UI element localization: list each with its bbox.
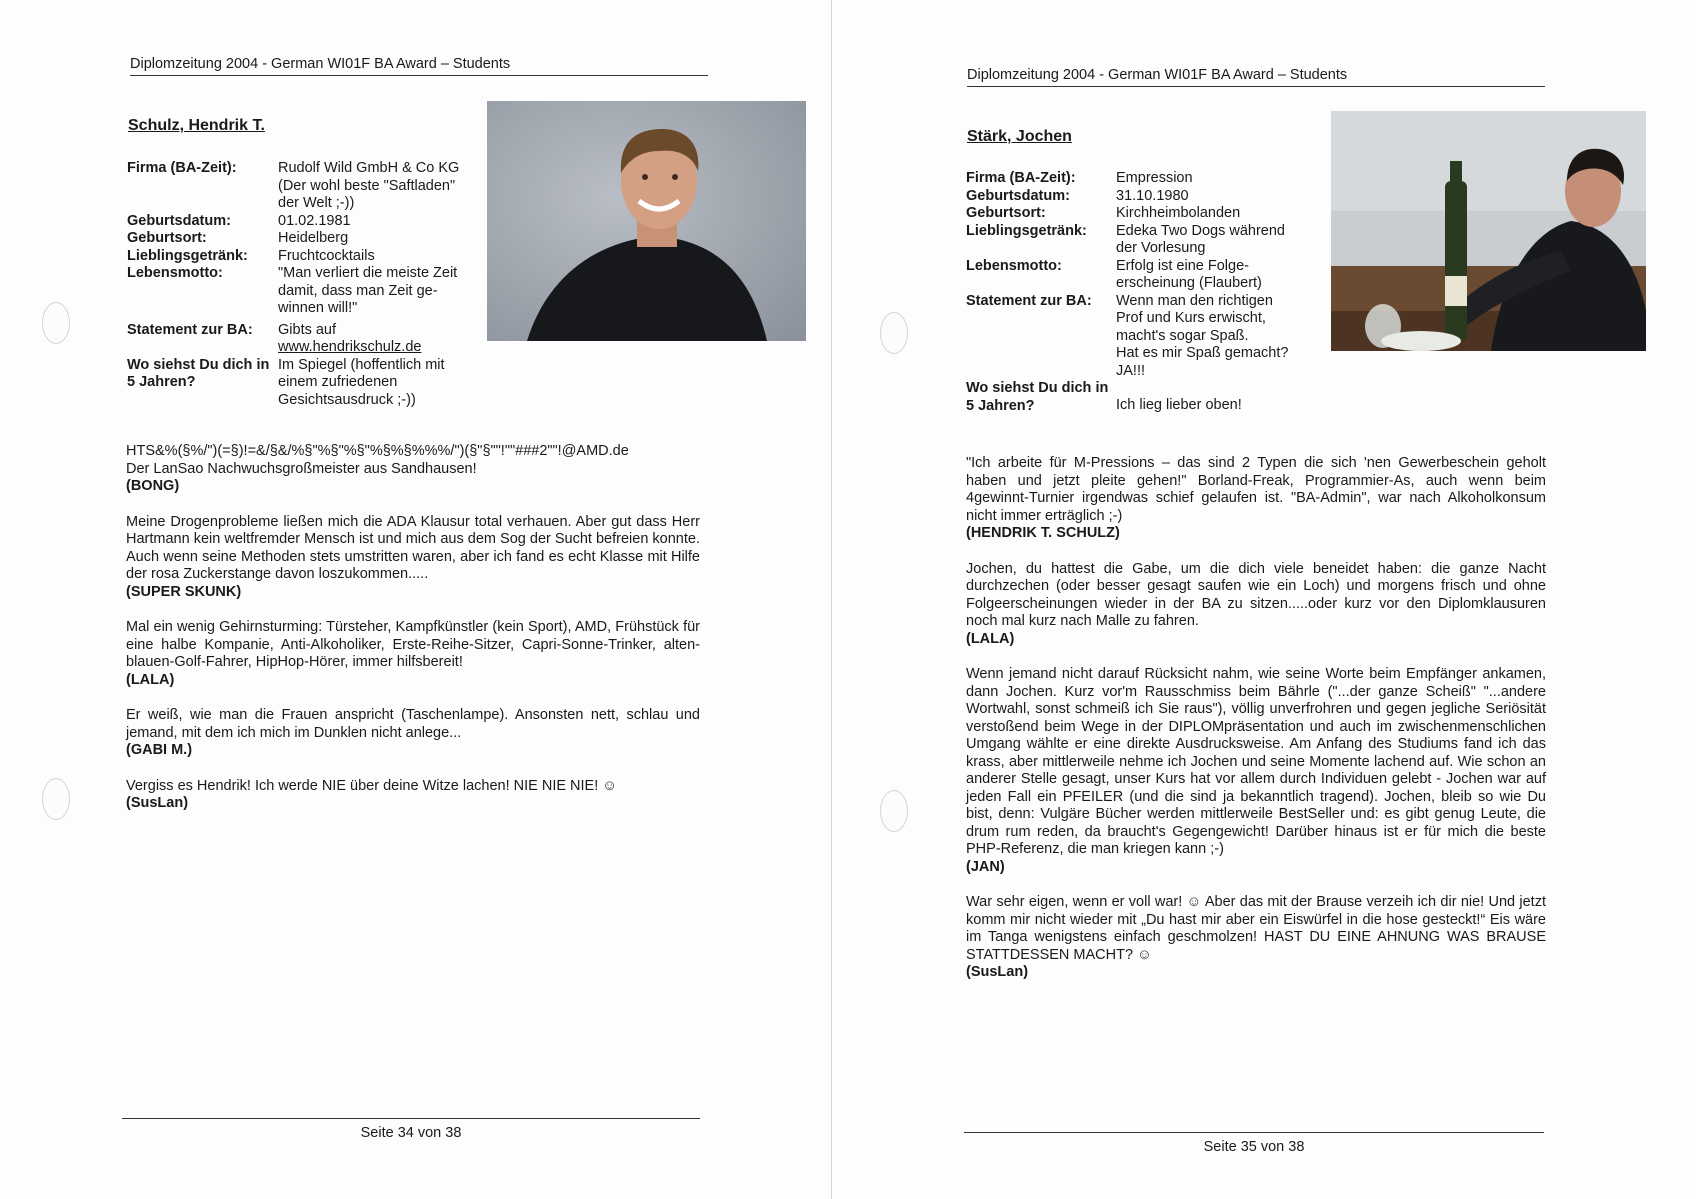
page-35	[832, 0, 1696, 1199]
comment: "Ich arbeite für M-Pressions – das sind 2 Typen die sich 'nen Gewerbeschein geholt haben und jetzt pleite gehen!" Borland-Freak, Programmier-As, auch wenn beim 4gewinnt-Turnier irgendwas schief gelaufen ist. "BA-Admin", war nach Alkoholkonsum nicht immer erträglich ;-) (HENDRIK T. SCHULZ)	[966, 455, 1546, 541]
comment-author: (SUPER SKUNK)	[126, 583, 242, 600]
motto-value: "Man verliert die meiste Zeit damit, dass man Zeit ge- winnen will!"	[278, 265, 458, 316]
firma-value: Rudolf Wild GmbH & Co KG (Der wohl beste "Saftladen" der Welt ;-))	[278, 160, 460, 211]
profile-table	[127, 160, 477, 409]
comment: War sehr eigen, wenn er voll war! ☺ Aber das mit der Brause verzeih ich dir nie! Und jetzt komm mir nicht wieder mit „Du hast mir aber ein Eiswürfel in die hose gesteckt!“ Eis wäre im Tanga wenigstens einfach geschmolzen! HAST DU EINE AHNUNG WAS BRAUSE STATTDESSEN MACHT? ☺ (SusLan)	[966, 894, 1546, 980]
geburtsdatum-value: 01.02.1981	[278, 212, 351, 229]
punch-hole	[880, 312, 908, 354]
geburtsdatum-label: Geburtsdatum:	[966, 187, 1070, 204]
page-34	[0, 0, 832, 1199]
student-name: Schulz, Hendrik T.	[128, 117, 265, 134]
firma-label: Firma (BA-Zeit):	[966, 170, 1076, 186]
comment-author: (SusLan)	[966, 964, 1029, 980]
comment-author: (BONG)	[126, 478, 180, 494]
homepage-link[interactable]: www.hendrikschulz.de	[278, 339, 422, 355]
wo-label: Wo siehst Du dich in 5 Jahren?	[127, 356, 270, 390]
page-footer: Seite 34 von 38	[122, 1118, 700, 1141]
profile-table	[966, 170, 1306, 415]
page-header: Diplomzeitung 2004 - German WI01F BA Award – Students	[967, 67, 1545, 87]
statement-value: Wenn man den richtigen Prof und Kurs erwischt, macht's sogar Spaß. Hat es mir Spaß gemacht? JA!!!	[1116, 292, 1289, 379]
wo-value: Im Spiegel (hoffentlich mit einem zufriedenen Gesichtsausdruck ;-))	[278, 356, 445, 408]
comment-author: (GABI M.)	[126, 742, 193, 758]
getraenk-label: Lieblingsgetränk:	[127, 247, 248, 264]
comment-author: (JAN)	[966, 858, 1005, 875]
punch-hole	[880, 790, 908, 832]
getraenk-label: Lieblingsgetränk:	[966, 222, 1087, 239]
comment: Jochen, du hattest die Gabe, um die dich viele beneidet haben: die ganze Nacht durchzechen (oder besser gesagt saufen wie ein Loch) und morgens frisch und ohne Folgeerscheinungen wieder in der BA zu sitzen.....oder kurz vor den Diplomklausuren noch mal kurz nach Malle zu fahren. (LALA)	[966, 560, 1546, 647]
comment-author: (LALA)	[966, 630, 1015, 647]
motto-label: Lebensmotto:	[966, 257, 1062, 274]
firma-label: Firma (BA-Zeit):	[127, 160, 237, 176]
geburtsort-label: Geburtsort:	[127, 230, 207, 246]
comment: Mal ein wenig Gehirnsturming: Türsteher, Kampfkünstler (kein Sport), AMD, Frühstück für eine halbe Kompanie, Anti-Alkoholiker, Erste-Reihe-Sitzer, Capri-Sonne-Trinker, alten-blauen-Golf-Fahrer, HipHop-Hörer, immer hilfsbereit! (LALA)	[126, 619, 700, 688]
student-name: Stärk, Jochen	[967, 128, 1072, 145]
comment: Vergiss es Hendrik! Ich werde NIE über deine Witze lachen! NIE NIE NIE! ☺ (SusLan)	[126, 778, 700, 813]
geburtsort-value: Kirchheimbolanden	[1116, 205, 1241, 221]
page-footer: Seite 35 von 38	[964, 1132, 1544, 1155]
motto-label: Lebensmotto:	[127, 265, 223, 281]
portrait-photo	[1331, 111, 1646, 351]
getraenk-value: Edeka Two Dogs während der Vorlesung	[1116, 222, 1286, 256]
page-header: Diplomzeitung 2004 - German WI01F BA Award – Students	[130, 56, 708, 76]
comment: Wenn jemand nicht darauf Rücksicht nahm, wie seine Worte beim Empfänger ankamen, dann Jochen. Kurz vor'm Rausschmiss beim Bährle ("...der ganze Scheiß" "...andere Wortwahl, sonst schmeiß ich Sie raus"), völlig unverfrohren und gegen jegliche Seriösität verstoßend beim Wege in der DIPLOMpräsentation und auch im zwischenmenschlichen Umgang wählte er eine direkte Ausdrucksweise. Am Anfang des Studiums fand ich das krass, aber mittlerweile nehme ich Jochen und seine Momente lachend auf. Wie schon an anderer Stelle gesagt, unser Kurs hat vor allem durch Individuen gelebt - Jochen war auf jeden Fall ein PFEILER (und die sind ja bekanntlich tragend). Jochen, bleib so wie Du bist, denn: Vulgäre Bücher werden mittlerweile BestSeller und: es gibt genug Leute, die drum rum reden, da braucht's Gegengewicht! Darüber hinaus ist er für mich die beste PHP-Referenz, die man kriegen kann ;-) (JAN)	[966, 666, 1546, 875]
comment: Meine Drogenprobleme ließen mich die ADA Klausur total verhauen. Aber gut dass Herr Hartmann kein weltfremder Mensch ist und mich aus dem Sog der Sucht befreien konnte. Auch wenn seine Methoden stets umstritten waren, aber ich fand es echt Klasse mit Hilfe der rosa Zuckerstange davon loszukommen..... (SUPER SKUNK)	[126, 513, 700, 600]
comment-author: (SusLan)	[126, 795, 189, 811]
comments	[126, 443, 700, 831]
geburtsort-value: Heidelberg	[278, 230, 349, 246]
getraenk-value: Fruchtcocktails	[278, 247, 375, 264]
geburtsdatum-value: 31.10.1980	[1116, 187, 1189, 204]
portrait-photo	[487, 101, 806, 341]
statement-value: Gibts auf www.hendrikschulz.de	[278, 318, 477, 357]
comment: HTS&%(§%/")(=§)!=&/§&/%§"%§"%§"%§%§%%%/")(§"§""!""###2""!@AMD.de Der LanSao Nachwuchsgroßmeister aus Sandhausen! (BONG)	[126, 443, 700, 496]
statement-label: Statement zur BA:	[966, 292, 1092, 309]
comments	[966, 455, 1546, 1000]
punch-hole	[42, 302, 70, 344]
punch-hole	[42, 778, 70, 820]
geburtsdatum-label: Geburtsdatum:	[127, 212, 231, 229]
comment-author: (HENDRIK T. SCHULZ)	[966, 525, 1120, 541]
comment: Er weiß, wie man die Frauen anspricht (Taschenlampe). Ansonsten nett, schlau und jemand, mit dem ich mich im Dunklen nicht anlege... (GABI M.)	[126, 707, 700, 758]
statement-label: Statement zur BA:	[127, 321, 253, 338]
wo-label: Wo siehst Du dich in 5 Jahren?	[966, 380, 1109, 414]
geburtsort-label: Geburtsort:	[966, 205, 1046, 221]
motto-value: Erfolg ist eine Folge- erscheinung (Flaubert)	[1116, 257, 1262, 291]
comment-author: (LALA)	[126, 671, 175, 688]
firma-value: Empression	[1116, 170, 1193, 186]
wo-value: Ich lieg lieber oben!	[1116, 397, 1242, 413]
